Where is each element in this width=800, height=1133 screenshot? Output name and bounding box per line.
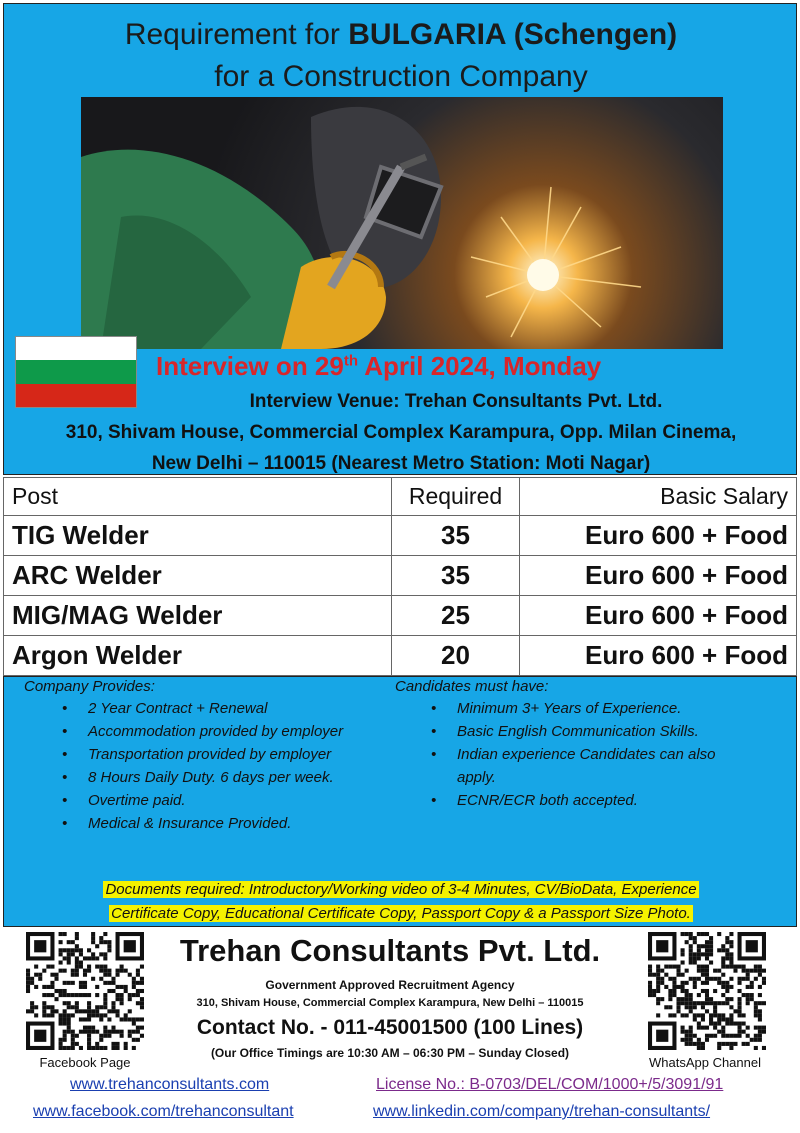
post-salary: Euro 600 + Food <box>520 556 797 596</box>
post-name: MIG/MAG Welder <box>4 596 392 636</box>
post-salary: Euro 600 + Food <box>520 516 797 556</box>
table-header-row <box>4 478 797 516</box>
details-panel <box>3 676 797 927</box>
table-row <box>4 556 797 596</box>
post-required: 25 <box>392 596 520 636</box>
flag-stripe-white <box>16 337 136 360</box>
interview-date-sup: th <box>343 352 359 370</box>
company-name: Trehan Consultants Pvt. Ltd. <box>179 933 601 968</box>
list-item: • Overtime paid. <box>58 789 388 812</box>
header-post: Post <box>4 478 392 516</box>
documents-required <box>4 878 798 926</box>
header-required: Required <box>392 478 520 516</box>
documents-line2: Certificate Copy, Educational Certificate Copy, Passport Copy & a Passport Size Photo. <box>111 905 691 922</box>
list-item: • Accommodation provided by employer <box>58 720 388 743</box>
title-line2: for a Construction Company <box>214 60 588 93</box>
interview-date-suffix: April 2024, Monday <box>358 351 602 381</box>
interview-date <box>156 351 601 382</box>
flag-stripe-green <box>16 360 136 383</box>
contact-number: Contact No. - 011-45001500 (100 Lines) <box>196 1016 584 1039</box>
interview-date-prefix: Interview on 29 <box>156 351 344 381</box>
venue-line3: New Delhi – 110015 (Nearest Metro Station: Moti Nagar) <box>151 453 651 474</box>
list-item: • Basic English Communication Skills. <box>427 720 747 743</box>
linkedin-link[interactable]: www.linkedin.com/company/trehan-consultants/ <box>373 1103 711 1120</box>
documents-line1: Documents required: Introductory/Working video of 3-4 Minutes, CV/BioData, Experience <box>105 881 697 898</box>
company-provides-heading: Company Provides: <box>24 678 155 695</box>
qr-code-icon <box>26 932 144 1050</box>
post-required: 35 <box>392 516 520 556</box>
company-provides-list <box>58 697 388 835</box>
post-required: 20 <box>392 636 520 676</box>
list-item: • Medical & Insurance Provided. <box>58 812 388 835</box>
table-row <box>4 596 797 636</box>
venue-line2: 310, Shivam House, Commercial Complex Karampura, Opp. Milan Cinema, <box>65 422 737 443</box>
list-item: • Minimum 3+ Years of Experience. <box>427 697 747 720</box>
list-item: • Indian experience Candidates can also apply. <box>427 743 747 789</box>
post-name: Argon Welder <box>4 636 392 676</box>
candidates-list <box>427 697 747 812</box>
candidates-heading: Candidates must have: <box>395 678 549 695</box>
qr-code-icon <box>648 932 766 1050</box>
welder-photo-illustration <box>81 97 723 349</box>
company-address: 310, Shivam House, Commercial Complex Karampura, New Delhi – 110015 <box>196 997 584 1009</box>
welder-photo <box>81 97 723 349</box>
facebook-qr-label: Facebook Page <box>39 1055 131 1070</box>
title-country: BULGARIA (Schengen) <box>348 18 678 51</box>
header-salary: Basic Salary <box>520 478 797 516</box>
agency-tagline: Government Approved Recruitment Agency <box>265 978 515 992</box>
post-salary: Euro 600 + Food <box>520 636 797 676</box>
website-link[interactable]: www.trehanconsultants.com <box>70 1076 270 1093</box>
post-name: ARC Welder <box>4 556 392 596</box>
facebook-link[interactable]: www.facebook.com/trehanconsultant <box>33 1103 294 1120</box>
office-timings: (Our Office Timings are 10:30 AM – 06:30 PM – Sunday Closed) <box>210 1046 570 1060</box>
header-panel <box>3 3 797 475</box>
whatsapp-qr-label: WhatsApp Channel <box>648 1055 761 1070</box>
table-row <box>4 516 797 556</box>
post-name: TIG Welder <box>4 516 392 556</box>
license-number[interactable]: License No.: B-0703/DEL/COM/1000+/5/3091/91 <box>376 1076 724 1093</box>
list-item: • ECNR/ECR both accepted. <box>427 789 747 812</box>
title-prefix: Requirement for <box>124 18 349 51</box>
list-item: • Transportation provided by employer <box>58 743 388 766</box>
post-required: 35 <box>392 556 520 596</box>
post-salary: Euro 600 + Food <box>520 596 797 636</box>
list-item: • 2 Year Contract + Renewal <box>58 697 388 720</box>
table-row <box>4 636 797 676</box>
whatsapp-qr-code[interactable] <box>648 932 766 1050</box>
title-line1 <box>4 18 798 52</box>
positions-table <box>3 477 797 676</box>
facebook-qr-code[interactable] <box>26 932 144 1050</box>
list-item: • 8 Hours Daily Duty. 6 days per week. <box>58 766 388 789</box>
venue-line1: Interview Venue: Trehan Consultants Pvt. Ltd. <box>249 391 663 412</box>
